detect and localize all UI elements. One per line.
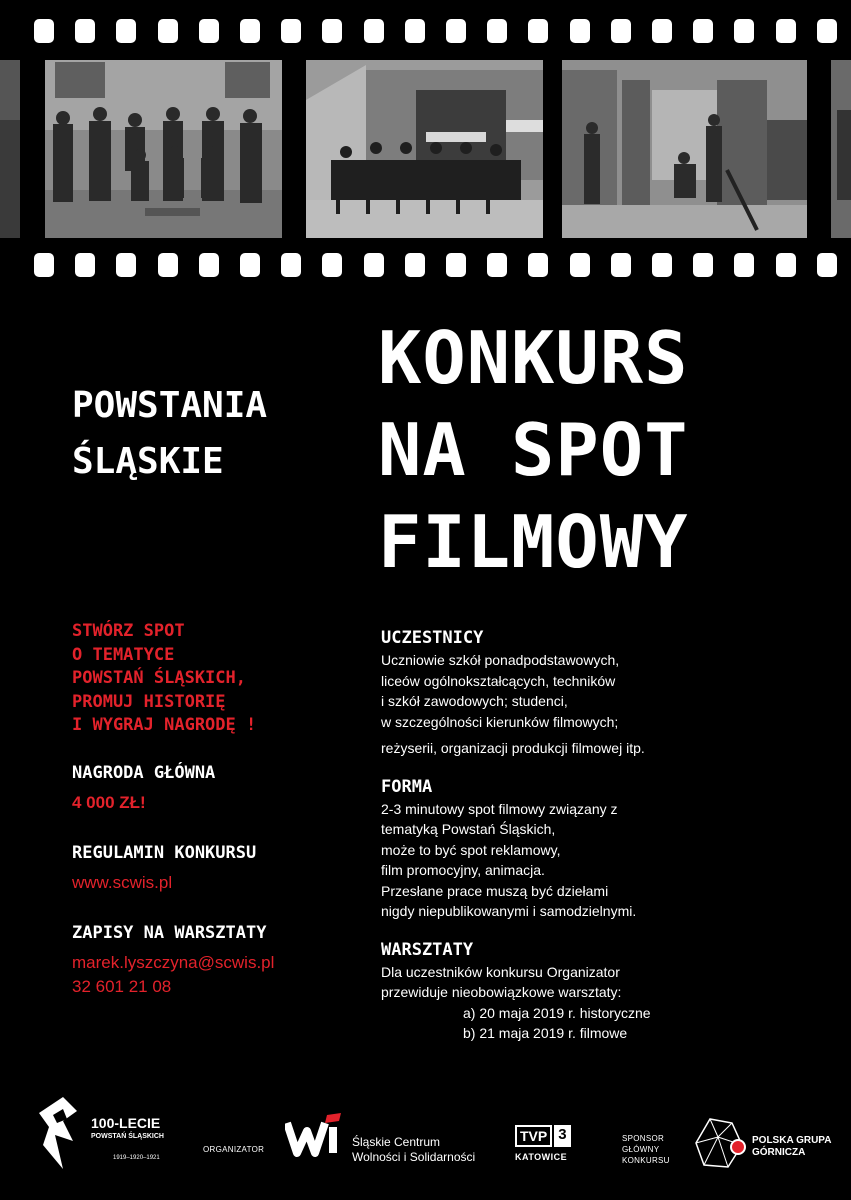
participants-line-3: i szkół zawodowych; studenci, bbox=[381, 693, 568, 709]
film-sprocket-hole bbox=[528, 19, 548, 43]
prize-block bbox=[72, 763, 372, 813]
cta-line-1: STWÓRZ SPOT bbox=[72, 621, 185, 641]
signup-heading: ZAPISY NA WARSZTATY bbox=[72, 922, 267, 943]
event-subtitle bbox=[72, 378, 267, 490]
film-sprocket-hole bbox=[611, 253, 631, 277]
film-sprocket-hole bbox=[528, 253, 548, 277]
film-sprocket-hole bbox=[281, 19, 301, 43]
form-line-2: tematyką Powstań Śląskich, bbox=[381, 821, 556, 837]
film-sprocket-hole bbox=[652, 19, 672, 43]
film-sprocket-hole bbox=[817, 253, 837, 277]
film-sprocket-hole bbox=[158, 253, 178, 277]
title-line-2: NA SPOT bbox=[378, 408, 689, 492]
tvp-number: 3 bbox=[554, 1125, 570, 1147]
cta-line-4: PROMUJ HISTORIĘ bbox=[72, 691, 226, 712]
call-to-action bbox=[72, 620, 372, 738]
film-sprocket-hole bbox=[570, 253, 590, 277]
film-sprocket-hole bbox=[240, 253, 260, 277]
sponsor-label-line-1: SPONSOR bbox=[622, 1134, 665, 1143]
film-sprocket-hole bbox=[652, 253, 672, 277]
subtitle-line-1: POWSTANIA bbox=[72, 385, 268, 426]
film-sprocket-hole bbox=[776, 253, 796, 277]
film-sprocket-hole bbox=[364, 253, 384, 277]
left-info-column bbox=[72, 620, 372, 997]
signup-block bbox=[72, 923, 372, 997]
film-sprocket-hole bbox=[75, 19, 95, 43]
form-heading: FORMA bbox=[381, 776, 433, 797]
workshops-line-1: Dla uczestników konkursu Organizator bbox=[381, 963, 620, 980]
pgg-name-line-1: POLSKA GRUPA bbox=[752, 1135, 832, 1146]
photo-frame-edge-left bbox=[0, 60, 20, 238]
film-sprocket-hole bbox=[446, 19, 466, 43]
film-sprocket-hole bbox=[322, 253, 342, 277]
participants-line-1: Uczniowie szkół ponadpodstawowych, bbox=[381, 652, 620, 668]
rules-block bbox=[72, 843, 372, 893]
film-sprocket-hole bbox=[199, 19, 219, 43]
anniversary-title: 100-LECIE bbox=[91, 1115, 161, 1131]
film-sprocket-hole bbox=[776, 19, 796, 43]
film-sprocket-hole bbox=[75, 253, 95, 277]
sponsor-label-line-3: KONKURSU bbox=[622, 1156, 670, 1165]
film-sprocket-hole bbox=[693, 253, 713, 277]
footer-logos bbox=[0, 1085, 851, 1185]
subtitle-line-2: ŚLĄSKIE bbox=[72, 441, 224, 482]
organizer-name-line-1: Śląskie Centrum bbox=[352, 1135, 441, 1149]
signup-phone: 32 601 21 08 bbox=[72, 976, 172, 996]
pgg-name bbox=[752, 1135, 831, 1159]
photo-cavalry-in-street bbox=[306, 60, 543, 238]
film-sprocket-hole bbox=[34, 253, 54, 277]
tvp-city: KATOWICE bbox=[515, 1152, 568, 1162]
film-sprocket-hole bbox=[34, 19, 54, 43]
signup-email[interactable]: marek.lyszczyna@scwis.pl bbox=[72, 952, 275, 972]
film-sprocket-hole bbox=[116, 19, 136, 43]
film-sprocket-hole bbox=[734, 253, 754, 277]
film-sprocket-hole bbox=[158, 19, 178, 43]
rules-heading: REGULAMIN KONKURSU bbox=[72, 842, 257, 863]
sponsor-label bbox=[622, 1133, 670, 1166]
film-sprocket-hole bbox=[116, 253, 136, 277]
cta-line-3: POWSTAŃ ŚLĄSKICH, bbox=[72, 668, 246, 688]
workshops-section bbox=[381, 940, 801, 1044]
prize-value: 4 000 ZŁ! bbox=[72, 792, 146, 812]
title-line-3: FILMOWY bbox=[378, 500, 689, 584]
film-sprocket-hole bbox=[570, 19, 590, 43]
film-sprocket-hole bbox=[693, 19, 713, 43]
form-line-3: może to być spot reklamowy, bbox=[381, 841, 561, 858]
right-info-column bbox=[381, 628, 801, 1044]
eagle-emblem-icon bbox=[33, 1093, 89, 1173]
participants-heading: UCZESTNICY bbox=[381, 628, 484, 648]
film-sprocket-hole bbox=[817, 19, 837, 43]
film-strip bbox=[0, 0, 851, 285]
sprocket-row-top bbox=[0, 19, 851, 45]
scwis-logo-icon bbox=[285, 1113, 345, 1163]
form-section bbox=[381, 777, 801, 922]
workshop-date-1: a) 20 maja 2019 r. historyczne bbox=[463, 1004, 651, 1021]
film-sprocket-hole bbox=[405, 19, 425, 43]
rules-link[interactable]: www.scwis.pl bbox=[72, 872, 173, 892]
film-sprocket-hole bbox=[405, 253, 425, 277]
film-sprocket-hole bbox=[240, 19, 260, 43]
tvp-mark: TVP bbox=[515, 1125, 552, 1147]
participants-line-5: reżyserii, organizacji produkcji filmowej itp. bbox=[381, 740, 645, 756]
film-sprocket-hole bbox=[281, 253, 301, 277]
form-line-4: film promocyjny, animacja. bbox=[381, 862, 545, 878]
sponsor-label-line-2: GŁÓWNY bbox=[622, 1145, 660, 1154]
participants-line-2: liceów ogólnokształcących, techników bbox=[381, 672, 616, 689]
organizer-name bbox=[352, 1135, 475, 1165]
photo-soldiers-at-wall bbox=[562, 60, 807, 238]
participants-section bbox=[381, 628, 801, 759]
contest-title bbox=[378, 312, 828, 588]
workshops-line-2: przewiduje nieobowiązkowe warsztaty: bbox=[381, 984, 622, 1000]
photo-group-of-insurgents bbox=[45, 60, 282, 238]
film-sprocket-hole bbox=[446, 253, 466, 277]
anniversary-subtitle: POWSTAŃ ŚLĄSKICH bbox=[91, 1133, 164, 1140]
tvp3-logo bbox=[515, 1125, 585, 1175]
workshop-date-2: b) 21 maja 2019 r. filmowe bbox=[463, 1025, 628, 1041]
form-line-6: nigdy niepublikowanymi i samodzielnymi. bbox=[381, 903, 637, 919]
film-sprocket-hole bbox=[487, 253, 507, 277]
film-sprocket-hole bbox=[734, 19, 754, 43]
film-sprocket-hole bbox=[611, 19, 631, 43]
pgg-name-line-2: GÓRNICZA bbox=[752, 1147, 806, 1158]
film-sprocket-hole bbox=[364, 19, 384, 43]
cta-line-2: O TEMATYCE bbox=[72, 644, 175, 665]
pgg-logo-icon bbox=[688, 1113, 748, 1173]
photo-frame-edge-right bbox=[831, 60, 851, 238]
film-sprocket-hole bbox=[322, 19, 342, 43]
organizer-name-line-2: Wolności i Solidarności bbox=[352, 1150, 476, 1164]
film-sprocket-hole bbox=[487, 19, 507, 43]
anniversary-logo bbox=[33, 1093, 183, 1178]
title-line-1: KONKURS bbox=[378, 316, 689, 400]
cta-line-5: I WYGRAJ NAGRODĘ ! bbox=[72, 715, 257, 735]
form-line-1: 2-3 minutowy spot filmowy związany z bbox=[381, 800, 618, 817]
organizer-label: ORGANIZATOR bbox=[203, 1145, 265, 1154]
participants-line-4: w szczególności kierunków filmowych; bbox=[381, 713, 619, 730]
sprocket-row-bottom bbox=[0, 253, 851, 279]
prize-heading: NAGRODA GŁÓWNA bbox=[72, 762, 216, 783]
workshops-heading: WARSZTATY bbox=[381, 939, 474, 960]
film-sprocket-hole bbox=[199, 253, 219, 277]
form-line-5: Przesłane prace muszą być dziełami bbox=[381, 882, 609, 899]
anniversary-years: 1919–1920–1921 bbox=[113, 1155, 160, 1161]
